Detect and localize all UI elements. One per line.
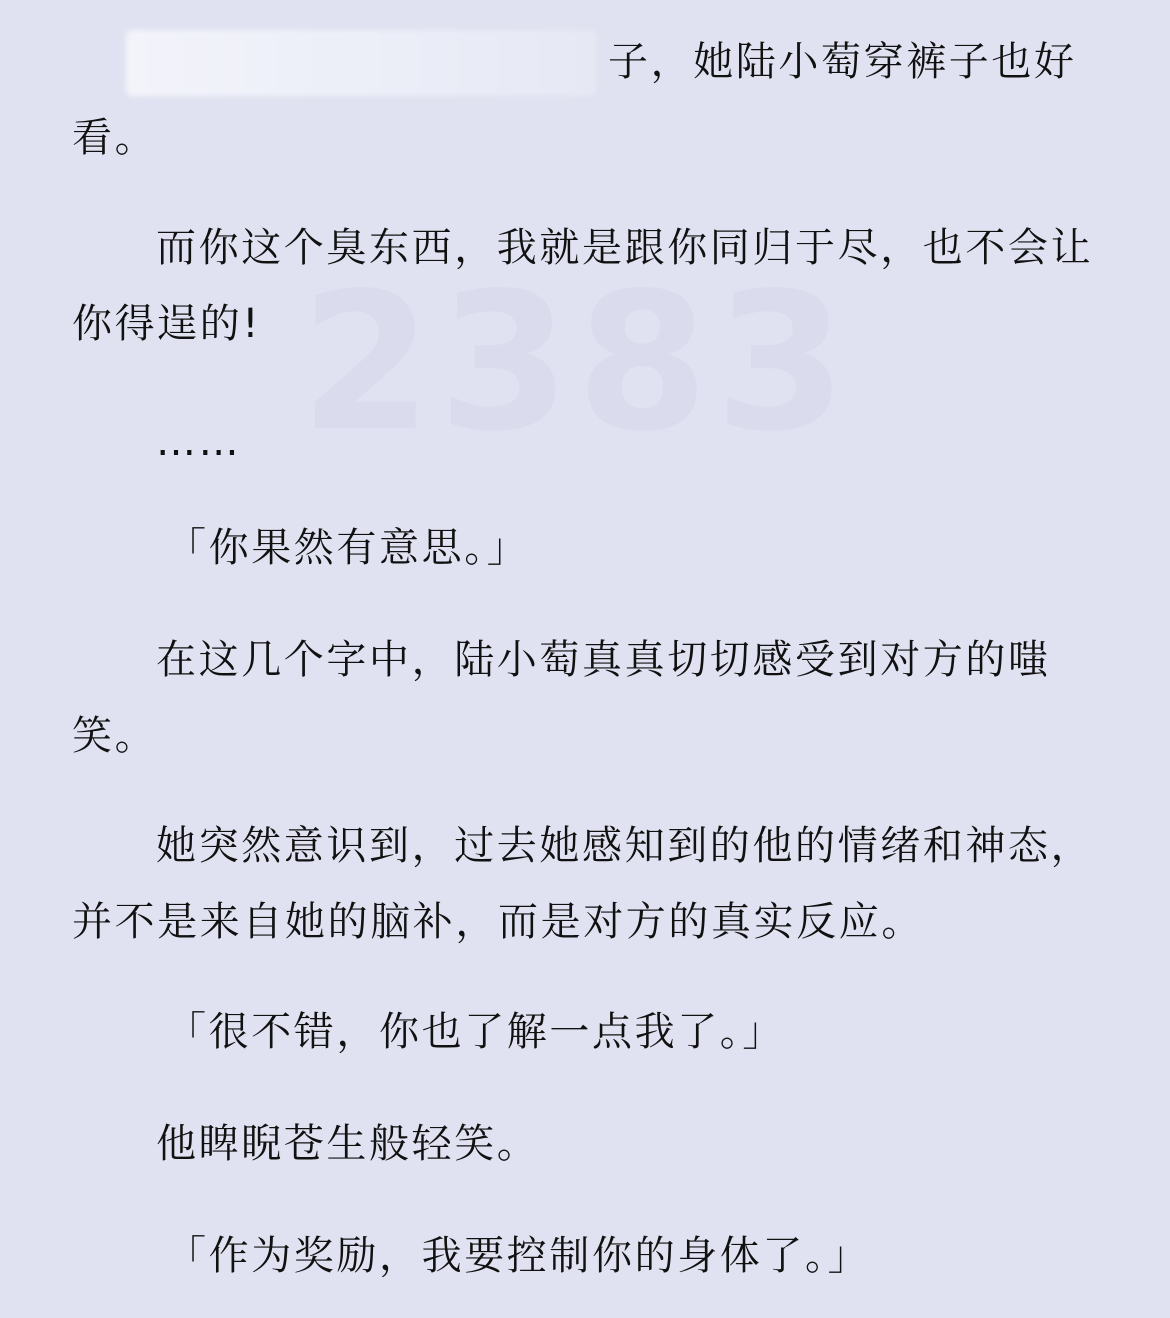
text-line: 看。 [72, 115, 158, 161]
text-line: 「很不错，你也了解一点我了。」 [166, 1009, 785, 1055]
watermark-number: 2383 [300, 252, 853, 473]
text-line: 而你这个臭东西，我就是跟你同归于尽，也不会让 [156, 225, 1094, 271]
text-line: 笑。 [72, 713, 158, 759]
text-line: 她突然意识到，过去她感知到的他的情绪和神态， [156, 823, 1094, 869]
text-line: 他睥睨苍生般轻笑。 [156, 1121, 540, 1167]
ellipsis-line: …… [156, 419, 242, 465]
text-line: 「作为奖励，我要控制你的身体了。」 [166, 1233, 871, 1279]
text-line: 子，她陆小萄穿裤子也好 [608, 39, 1077, 85]
redacted-text-region [126, 30, 596, 96]
text-line: 「你果然有意思。」 [166, 525, 530, 571]
text-line: 你得逞的! [72, 301, 262, 347]
text-line: 在这几个字中，陆小萄真真切切感受到对方的嗤 [156, 637, 1051, 683]
text-line: 并不是来自她的脑补，而是对方的真实反应。 [72, 899, 924, 945]
